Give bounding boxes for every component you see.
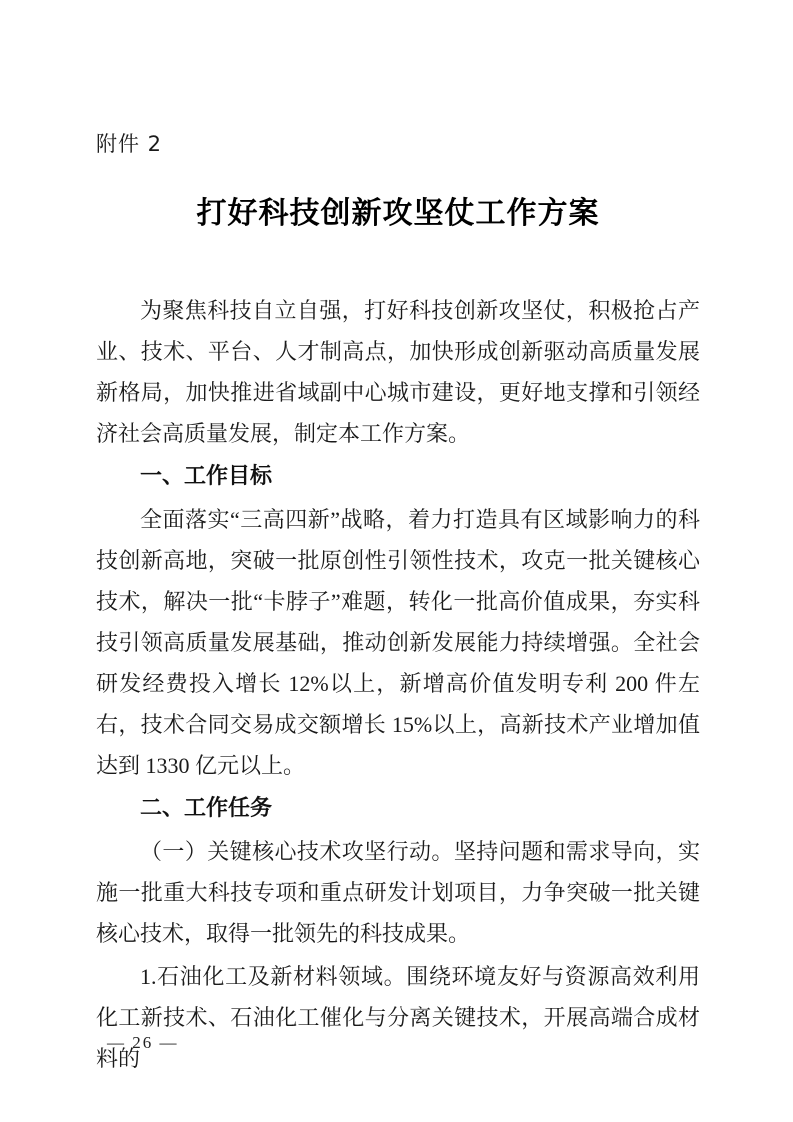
attachment-label: 附件 2: [96, 132, 163, 156]
paragraph-work-goals: 全面落实“三高四新”战略，着力打造具有区域影响力的科技创新高地，突破一批原创性引领性技术，攻克一批关键核心技术，解决一批“卡脖子”难题，转化一批高价值成果，夯实科技引领高质量发展基础，推动创新发展能力持续增强。全社会研发经费投入增长 12%以上，新增高价值发明专利 200 件左右，技术合同交易成交额增长 15%以上，高新技术产业增加值达到 1330 亿元以上。: [96, 507, 700, 778]
paragraph-intro: 为聚焦科技自立自强，打好科技创新攻坚仗，积极抢占产业、技术、平台、人才制高点，加快形成创新驱动高质量发展新格局，加快推进省域副中心城市建设，更好地支撑和引领经济社会高质量发展，制定本工作方案。: [96, 298, 700, 446]
paragraph-key-tech-action: （一）关键核心技术攻坚行动。坚持问题和需求导向，实施一批重大科技专项和重点研发计划项目，力争突破一批关键核心技术，取得一批领先的科技成果。: [96, 839, 700, 946]
page-number: — 26 —: [107, 1033, 179, 1052]
paragraph-petrochemical-field: 1.石油化工及新材料领域。围绕环境友好与资源高效利用化工新技术、石油化工催化与分离关键技术，开展高端合成材料的: [96, 964, 700, 1071]
section-heading-work-goals: 一、工作目标: [140, 464, 273, 489]
document-content: [96, 133, 700, 1079]
section-heading-work-tasks: 二、工作任务: [140, 796, 273, 821]
document-title: 打好科技创新攻坚仗工作方案: [196, 197, 600, 230]
